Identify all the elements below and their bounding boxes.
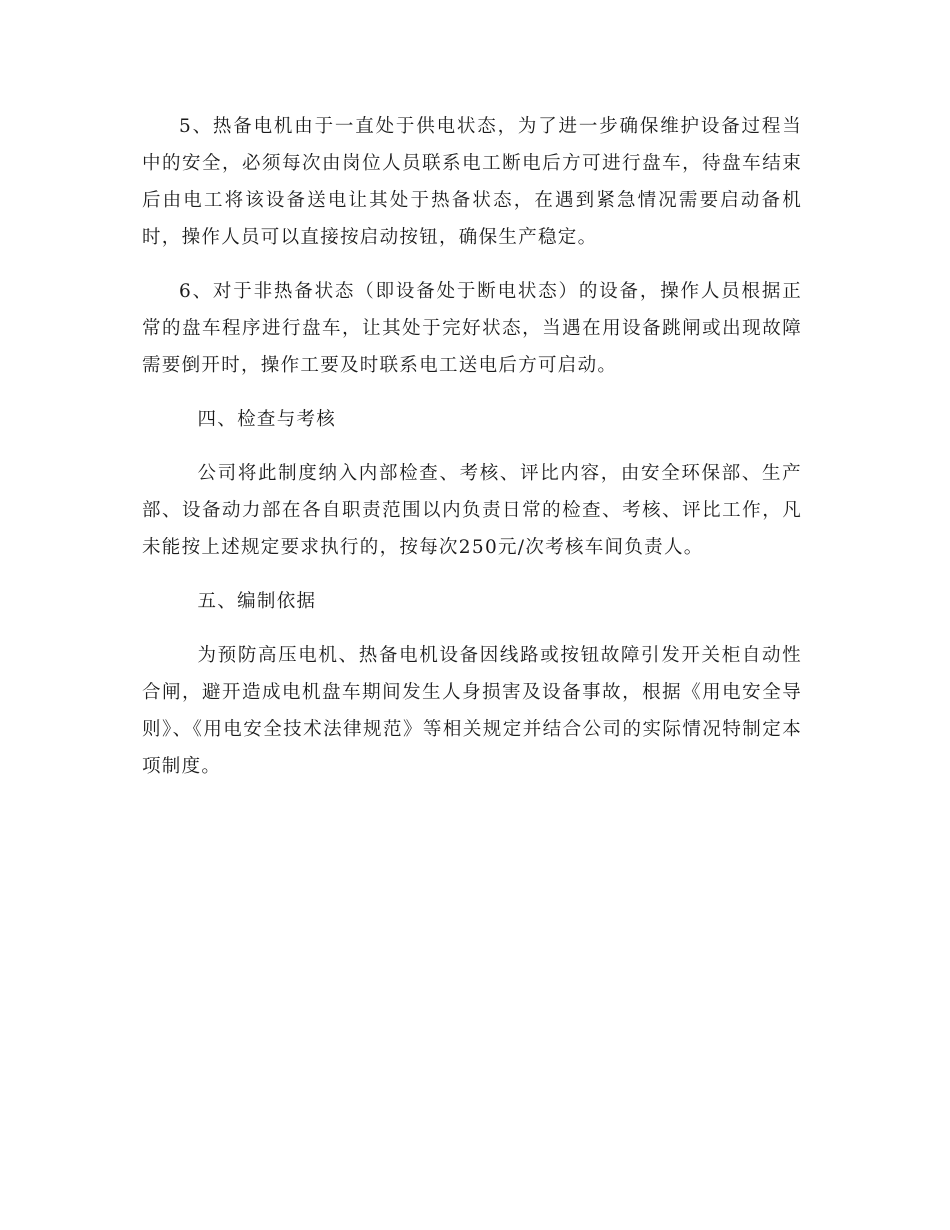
- paragraph-item-5: 5、热备电机由于一直处于供电状态，为了进一步确保维护设备过程当中的安全，必须每次由岗位人员联系电工断电后方可进行盘车，待盘车结束后由电工将该设备送电让其处于热备状态，在遇到紧急情况需要启动备机时，操作人员可以直接按启动按钮，确保生产稳定。: [142, 116, 802, 248]
- section-heading-inspection: 四、检查与考核: [197, 409, 337, 430]
- section-heading-basis: 五、编制依据: [197, 591, 317, 612]
- paragraph-item-6: 6、对于非热备状态（即设备处于断电状态）的设备，操作人员根据正常的盘车程序进行盘车，让其处于完好状态，当遇在用设备跳闸或出现故障需要倒开时，操作工要及时联系电工送电后方可启动。: [142, 281, 802, 376]
- document-page: [142, 108, 802, 802]
- section-body-basis: 为预防高压电机、热备电机设备因线路或按钮故障引发开关柜自动性合闸，避开造成电机盘车期间发生人身损害及设备事故，根据《用电安全导则》、《用电安全技术法律规范》等相关规定并结合公司的实际情况特制定本项制度。: [142, 645, 802, 777]
- section-body-inspection: 公司将此制度纳入内部检查、考核、评比内容，由安全环保部、生产部、设备动力部在各自职责范围以内负责日常的检查、考核、评比工作，凡未能按上述规定要求执行的，按每次250元/次考核车间负责人。: [142, 463, 802, 558]
